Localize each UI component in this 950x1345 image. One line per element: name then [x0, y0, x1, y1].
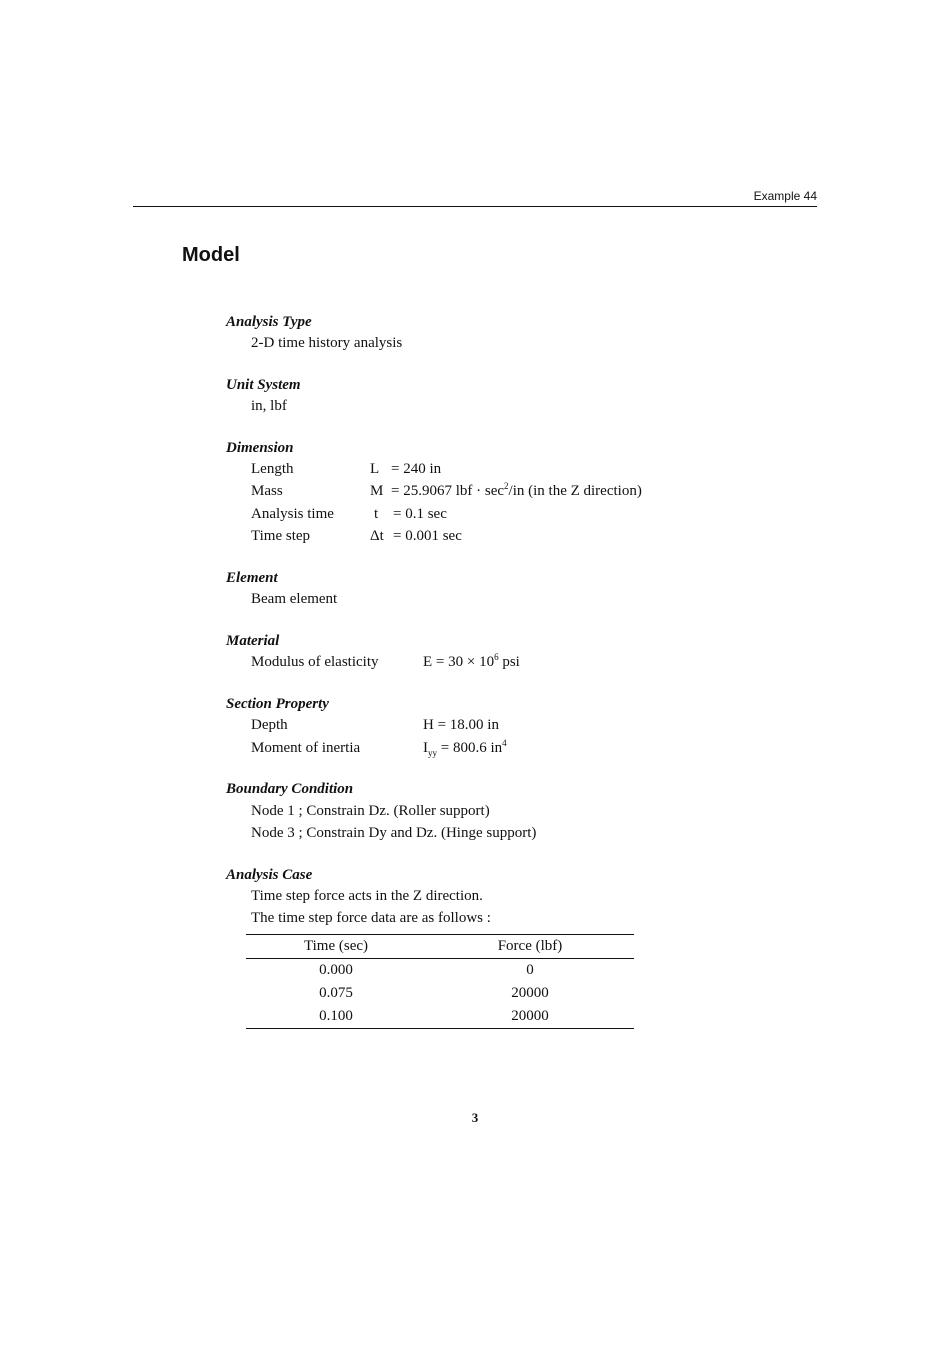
boundary-line-2: Node 3 ; Constrain Dy and Dz. (Hinge support) — [251, 825, 537, 841]
unit-system-heading: Unit System — [226, 377, 301, 393]
length-value: = 240 in — [391, 461, 442, 477]
running-header: Example 44 — [753, 189, 817, 203]
boundary-line-1: Node 1 ; Constrain Dz. (Roller support) — [251, 803, 490, 819]
element-value: Beam element — [251, 591, 338, 607]
mass-symbol: M — [370, 483, 384, 499]
force-table — [246, 934, 634, 1029]
mass-label: Mass — [251, 483, 283, 499]
material-heading: Material — [226, 633, 280, 649]
table-row — [246, 1005, 634, 1029]
analysis-time-symbol: t — [374, 506, 379, 522]
page-title: Model — [182, 244, 240, 266]
analysis-type-heading: Analysis Type — [226, 314, 312, 330]
depth-label: Depth — [251, 717, 288, 733]
section-property-heading: Section Property — [226, 696, 329, 712]
page-number: 3 — [471, 1110, 479, 1125]
table-header-row — [246, 935, 634, 959]
table-cell-force: 20000 — [511, 985, 549, 1001]
table-cell-time: 0.100 — [319, 1008, 353, 1024]
mass-value: = 25.9067 lbf · $\sec^2/in$ (in the Z direction) — [391, 481, 642, 499]
modulus-value: $E = 30 \times 10^6$ psi — [423, 652, 520, 670]
dimension-heading: Dimension — [226, 440, 294, 456]
analysis-case-line-2: The time step force data are as follows : — [251, 910, 491, 926]
time-step-label: Time step — [251, 528, 311, 544]
analysis-type-value: 2-D time history analysis — [251, 335, 403, 351]
analysis-time-value: = 0.1 sec — [393, 506, 447, 522]
depth-value: H = 18.00 in — [423, 717, 499, 733]
boundary-condition-heading: Boundary Condition — [226, 781, 354, 797]
modulus-label: Modulus of elasticity — [251, 654, 379, 670]
analysis-time-label: Analysis time — [251, 506, 334, 522]
table-row — [246, 959, 634, 983]
inertia-value: $I_{yy} = 800.6$ $in^4$ — [423, 738, 507, 758]
table-cell-force: 20000 — [511, 1008, 549, 1024]
length-symbol: L — [370, 461, 380, 477]
header-rule — [133, 206, 817, 207]
table-cell-time: 0.075 — [319, 985, 353, 1001]
analysis-case-line-1: Time step force acts in the Z direction. — [251, 888, 483, 904]
unit-system-value: in, lbf — [251, 398, 287, 414]
time-step-symbol: Δt — [370, 528, 384, 544]
time-step-value: = 0.001 sec — [393, 528, 462, 544]
length-label: Length — [251, 461, 294, 477]
table-cell-time: 0.000 — [319, 962, 353, 978]
element-heading: Element — [226, 570, 278, 586]
column-header-force: Force (lbf) — [497, 938, 563, 954]
inertia-label: Moment of inertia — [251, 740, 361, 756]
table-cell-force: 0 — [526, 962, 534, 978]
column-header-time: Time (sec) — [303, 938, 369, 954]
analysis-case-heading: Analysis Case — [226, 867, 313, 883]
table-row — [246, 982, 634, 1005]
